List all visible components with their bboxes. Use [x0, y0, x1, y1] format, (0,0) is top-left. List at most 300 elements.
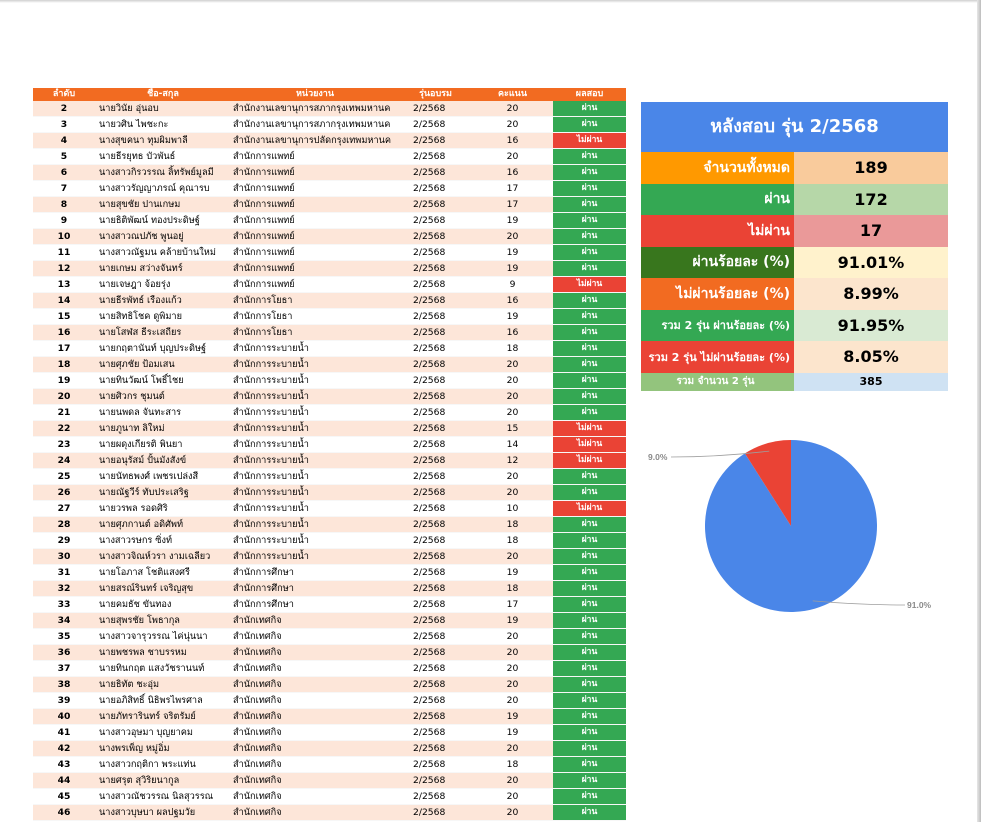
cell-result: ผ่าน: [553, 549, 626, 565]
cell-score: 20: [472, 773, 553, 789]
cell-name: นางสาวจารุวรรณ ไค่นุ่นนา: [95, 629, 231, 645]
table-row: [33, 485, 626, 501]
cell-index: 6: [33, 165, 95, 181]
cell-unit: สำนักเทศกิจ: [231, 709, 399, 725]
cell-name: นายวศิน ไพชะกะ: [95, 117, 231, 133]
cell-name: นายนัทธพงศ์ เพชรเปล่งสี: [95, 469, 231, 485]
page-right-edge: [977, 0, 981, 822]
cell-name: นายภูนาท ลิใหม่: [95, 421, 231, 437]
table-row: [33, 229, 626, 245]
results-table: [33, 88, 626, 821]
cell-result: ผ่าน: [553, 645, 626, 661]
cell-score: 20: [472, 645, 553, 661]
cell-score: 19: [472, 261, 553, 277]
cell-name: นายธิทัต ชะอุ่ม: [95, 677, 231, 693]
cell-index: 42: [33, 741, 95, 757]
cell-result: ไม่ผ่าน: [553, 133, 626, 149]
table-row: [33, 453, 626, 469]
cell-generation: 2/2568: [399, 341, 472, 357]
cell-generation: 2/2568: [399, 581, 472, 597]
table-row: [33, 421, 626, 437]
table-body: [33, 101, 626, 821]
cell-name: นายธีรยุทธ บัวพันธ์: [95, 149, 231, 165]
header-result: ผลสอบ: [553, 88, 626, 101]
table-row: [33, 645, 626, 661]
cell-result: ผ่าน: [553, 725, 626, 741]
table-row: [33, 741, 626, 757]
cell-unit: สำนักการระบายน้ำ: [231, 437, 399, 453]
cell-unit: สำนักการแพทย์: [231, 165, 399, 181]
pie-data-label: 9.0%: [648, 452, 668, 462]
cell-name: นายโสฬส ธีระเสถียร: [95, 325, 231, 341]
cell-unit: สำนักการระบายน้ำ: [231, 549, 399, 565]
table-row: [33, 165, 626, 181]
cell-name: นางสาวอุษมา บุญยาคม: [95, 725, 231, 741]
cell-index: 27: [33, 501, 95, 517]
cell-index: 36: [33, 645, 95, 661]
cell-index: 4: [33, 133, 95, 149]
cell-name: นายเจษฎา จ้อยรุ่ง: [95, 277, 231, 293]
cell-generation: 2/2568: [399, 549, 472, 565]
cell-index: 24: [33, 453, 95, 469]
cell-score: 16: [472, 165, 553, 181]
cell-index: 19: [33, 373, 95, 389]
cell-index: 17: [33, 341, 95, 357]
table-row: [33, 789, 626, 805]
cell-score: 19: [472, 565, 553, 581]
cell-index: 41: [33, 725, 95, 741]
cell-name: นายทินวัฒน์ โพธิ์ไชย: [95, 373, 231, 389]
cell-result: ผ่าน: [553, 789, 626, 805]
summary-value: 91.95%: [794, 310, 948, 342]
cell-score: 20: [472, 389, 553, 405]
cell-index: 18: [33, 357, 95, 373]
table-row: [33, 773, 626, 789]
summary-row: [641, 152, 948, 184]
header-name: ชื่อ-สกุล: [95, 88, 231, 101]
summary-value: 189: [794, 152, 948, 184]
cell-score: 16: [472, 293, 553, 309]
cell-unit: สำนักเทศกิจ: [231, 741, 399, 757]
table-row: [33, 805, 626, 821]
cell-generation: 2/2568: [399, 261, 472, 277]
cell-generation: 2/2568: [399, 405, 472, 421]
cell-result: ไม่ผ่าน: [553, 501, 626, 517]
cell-index: 10: [33, 229, 95, 245]
cell-generation: 2/2568: [399, 165, 472, 181]
cell-unit: สำนักการโยธา: [231, 325, 399, 341]
summary-value: 385: [794, 373, 948, 391]
cell-score: 20: [472, 677, 553, 693]
summary-label: ไม่ผ่าน: [641, 215, 794, 247]
cell-index: 30: [33, 549, 95, 565]
cell-name: นางสุขคนา ทุมผิมพาลี: [95, 133, 231, 149]
table-row: [33, 469, 626, 485]
cell-name: นายณัฐวีร์ ทับประเสริฐ: [95, 485, 231, 501]
summary-row: [641, 310, 948, 342]
cell-index: 15: [33, 309, 95, 325]
cell-result: ผ่าน: [553, 165, 626, 181]
cell-name: นายศุภกานต์ อดิศัพท์: [95, 517, 231, 533]
table-row: [33, 325, 626, 341]
cell-name: นายผดุงเกียรติ พินยา: [95, 437, 231, 453]
header-score: คะแนน: [472, 88, 553, 101]
summary-label: รวม จำนวน 2 รุ่น: [641, 373, 794, 391]
cell-unit: สำนักการระบายน้ำ: [231, 533, 399, 549]
cell-unit: สำนักการระบายน้ำ: [231, 405, 399, 421]
cell-unit: สำนักการระบายน้ำ: [231, 389, 399, 405]
cell-score: 18: [472, 533, 553, 549]
cell-index: 28: [33, 517, 95, 533]
cell-name: นายธีรพัทธ์ เรืองแก้ว: [95, 293, 231, 309]
table-row: [33, 389, 626, 405]
cell-index: 40: [33, 709, 95, 725]
table-row: [33, 437, 626, 453]
cell-generation: 2/2568: [399, 373, 472, 389]
cell-generation: 2/2568: [399, 277, 472, 293]
cell-unit: สำนักการระบายน้ำ: [231, 373, 399, 389]
table-row: [33, 565, 626, 581]
cell-name: นายศิวกร ชุมนต์: [95, 389, 231, 405]
cell-result: ผ่าน: [553, 581, 626, 597]
cell-score: 10: [472, 501, 553, 517]
summary-label: ผ่านร้อยละ (%): [641, 247, 794, 279]
cell-score: 20: [472, 485, 553, 501]
cell-name: นายทินกฤต แสงวัชรานนท์: [95, 661, 231, 677]
table-row: [33, 693, 626, 709]
cell-generation: 2/2568: [399, 757, 472, 773]
cell-score: 20: [472, 117, 553, 133]
cell-index: 11: [33, 245, 95, 261]
table-row: [33, 581, 626, 597]
cell-generation: 2/2568: [399, 693, 472, 709]
cell-unit: สำนักการโยธา: [231, 309, 399, 325]
cell-result: ผ่าน: [553, 693, 626, 709]
cell-name: นายศรุต สุวิริยนากูล: [95, 773, 231, 789]
cell-generation: 2/2568: [399, 805, 472, 821]
cell-generation: 2/2568: [399, 565, 472, 581]
summary-value: 172: [794, 184, 948, 216]
table-row: [33, 613, 626, 629]
cell-score: 18: [472, 341, 553, 357]
table-row: [33, 309, 626, 325]
table-header-row: [33, 88, 626, 101]
cell-score: 20: [472, 373, 553, 389]
table-row: [33, 757, 626, 773]
cell-name: นางสาวณัฐมน คล้ายบ้านใหม่: [95, 245, 231, 261]
cell-result: ผ่าน: [553, 597, 626, 613]
cell-unit: สำนักการศึกษา: [231, 581, 399, 597]
cell-result: ผ่าน: [553, 533, 626, 549]
cell-result: ผ่าน: [553, 341, 626, 357]
cell-index: 34: [33, 613, 95, 629]
cell-generation: 2/2568: [399, 709, 472, 725]
cell-result: ผ่าน: [553, 709, 626, 725]
table-row: [33, 517, 626, 533]
cell-score: 19: [472, 309, 553, 325]
table-row: [33, 213, 626, 229]
cell-score: 17: [472, 181, 553, 197]
cell-index: 8: [33, 197, 95, 213]
cell-generation: 2/2568: [399, 293, 472, 309]
cell-generation: 2/2568: [399, 629, 472, 645]
cell-generation: 2/2568: [399, 741, 472, 757]
cell-result: ผ่าน: [553, 757, 626, 773]
summary-label: ไม่ผ่านร้อยละ (%): [641, 278, 794, 310]
cell-result: ผ่าน: [553, 661, 626, 677]
summary-title: หลังสอบ รุ่น 2/2568: [641, 102, 948, 152]
cell-name: นายนพดล จันทะสาร: [95, 405, 231, 421]
cell-index: 5: [33, 149, 95, 165]
cell-generation: 2/2568: [399, 421, 472, 437]
cell-generation: 2/2568: [399, 245, 472, 261]
table-row: [33, 197, 626, 213]
cell-index: 46: [33, 805, 95, 821]
cell-index: 39: [33, 693, 95, 709]
header-generation: รุ่นอบรม: [399, 88, 472, 101]
cell-score: 20: [472, 693, 553, 709]
table-row: [33, 261, 626, 277]
cell-generation: 2/2568: [399, 469, 472, 485]
cell-score: 19: [472, 245, 553, 261]
table-row: [33, 549, 626, 565]
cell-name: นายสุพรชัย โพธากุล: [95, 613, 231, 629]
cell-generation: 2/2568: [399, 229, 472, 245]
cell-index: 31: [33, 565, 95, 581]
table-row: [33, 677, 626, 693]
cell-index: 43: [33, 757, 95, 773]
cell-unit: สำนักเทศกิจ: [231, 645, 399, 661]
cell-index: 35: [33, 629, 95, 645]
cell-result: ผ่าน: [553, 613, 626, 629]
cell-unit: สำนักการแพทย์: [231, 245, 399, 261]
cell-index: 3: [33, 117, 95, 133]
cell-unit: สำนักการระบายน้ำ: [231, 421, 399, 437]
cell-generation: 2/2568: [399, 661, 472, 677]
cell-score: 18: [472, 581, 553, 597]
cell-generation: 2/2568: [399, 117, 472, 133]
cell-generation: 2/2568: [399, 437, 472, 453]
cell-index: 29: [33, 533, 95, 549]
cell-result: ผ่าน: [553, 213, 626, 229]
cell-result: ผ่าน: [553, 565, 626, 581]
cell-result: ผ่าน: [553, 325, 626, 341]
cell-generation: 2/2568: [399, 773, 472, 789]
cell-name: นางสาวกฤติกา พระแท่น: [95, 757, 231, 773]
summary-rows: [641, 152, 948, 391]
cell-name: นายสรณ์รินทร์ เจริญสุข: [95, 581, 231, 597]
cell-unit: สำนักการแพทย์: [231, 149, 399, 165]
summary-row: [641, 278, 948, 310]
cell-unit: สำนักการระบายน้ำ: [231, 341, 399, 357]
cell-unit: สำนักงานเลขานุการสภากรุงเทพมหานค: [231, 101, 399, 117]
cell-name: นายอภิสิทธิ์ นิธิพรไพรศาล: [95, 693, 231, 709]
table-row: [33, 533, 626, 549]
cell-score: 20: [472, 149, 553, 165]
cell-name: นายพชรพล ชาบรรหม: [95, 645, 231, 661]
cell-name: นายวินัย อุ่นอบ: [95, 101, 231, 117]
cell-index: 25: [33, 469, 95, 485]
cell-index: 7: [33, 181, 95, 197]
cell-unit: สำนักเทศกิจ: [231, 661, 399, 677]
cell-index: 20: [33, 389, 95, 405]
cell-generation: 2/2568: [399, 789, 472, 805]
cell-generation: 2/2568: [399, 133, 472, 149]
summary-value: 8.99%: [794, 278, 948, 310]
cell-unit: สำนักเทศกิจ: [231, 629, 399, 645]
cell-name: นายกฤตานันท์ บุญประดิษฐ์: [95, 341, 231, 357]
cell-result: ผ่าน: [553, 293, 626, 309]
cell-score: 20: [472, 789, 553, 805]
cell-index: 22: [33, 421, 95, 437]
table-row: [33, 149, 626, 165]
cell-score: 12: [472, 453, 553, 469]
cell-unit: สำนักการแพทย์: [231, 277, 399, 293]
table-row: [33, 341, 626, 357]
cell-index: 13: [33, 277, 95, 293]
table-row: [33, 277, 626, 293]
cell-result: ผ่าน: [553, 469, 626, 485]
cell-score: 14: [472, 437, 553, 453]
cell-score: 19: [472, 213, 553, 229]
cell-unit: สำนักเทศกิจ: [231, 677, 399, 693]
table-row: [33, 101, 626, 117]
cell-unit: สำนักเทศกิจ: [231, 693, 399, 709]
cell-index: 14: [33, 293, 95, 309]
cell-name: นางพรเพ็ญ หมู่อิ่ม: [95, 741, 231, 757]
cell-result: ผ่าน: [553, 357, 626, 373]
cell-unit: สำนักเทศกิจ: [231, 789, 399, 805]
cell-index: 45: [33, 789, 95, 805]
cell-generation: 2/2568: [399, 597, 472, 613]
cell-result: ผ่าน: [553, 629, 626, 645]
cell-score: 17: [472, 197, 553, 213]
cell-unit: สำนักเทศกิจ: [231, 805, 399, 821]
summary-row: [641, 247, 948, 279]
table-row: [33, 725, 626, 741]
cell-score: 15: [472, 421, 553, 437]
cell-name: นายวรพล รอดศิริ: [95, 501, 231, 517]
cell-unit: สำนักการโยธา: [231, 293, 399, 309]
table-row: [33, 629, 626, 645]
cell-generation: 2/2568: [399, 725, 472, 741]
table-row: [33, 133, 626, 149]
cell-name: นายสุขชัย ปานเกษม: [95, 197, 231, 213]
cell-index: 26: [33, 485, 95, 501]
cell-name: นางสาวบุษบา ผลปฐมวัย: [95, 805, 231, 821]
summary-value: 17: [794, 215, 948, 247]
cell-result: ผ่าน: [553, 741, 626, 757]
cell-generation: 2/2568: [399, 533, 472, 549]
cell-result: ไม่ผ่าน: [553, 277, 626, 293]
cell-score: 20: [472, 229, 553, 245]
cell-unit: สำนักเทศกิจ: [231, 725, 399, 741]
cell-result: ไม่ผ่าน: [553, 421, 626, 437]
cell-score: 16: [472, 325, 553, 341]
cell-unit: สำนักการระบายน้ำ: [231, 469, 399, 485]
cell-name: นายโอภาส โชติแสงศรี: [95, 565, 231, 581]
cell-name: นางสาวณัชวรรณ นิลสุวรรณ: [95, 789, 231, 805]
cell-score: 20: [472, 405, 553, 421]
cell-generation: 2/2568: [399, 197, 472, 213]
cell-generation: 2/2568: [399, 501, 472, 517]
cell-result: ผ่าน: [553, 261, 626, 277]
cell-index: 21: [33, 405, 95, 421]
cell-unit: สำนักงานเลขานุการสภากรุงเทพมหานค: [231, 117, 399, 133]
cell-generation: 2/2568: [399, 325, 472, 341]
cell-unit: สำนักการระบายน้ำ: [231, 517, 399, 533]
cell-name: นางสาวกิรวรรณ ลิ้ทรัพย์มูลมี: [95, 165, 231, 181]
cell-generation: 2/2568: [399, 645, 472, 661]
cell-name: นางสาวณปภัช พูนอยู่: [95, 229, 231, 245]
cell-score: 19: [472, 613, 553, 629]
cell-result: ผ่าน: [553, 229, 626, 245]
pass-fail-pie-chart: [645, 430, 945, 620]
cell-result: ผ่าน: [553, 309, 626, 325]
cell-score: 17: [472, 597, 553, 613]
table-row: [33, 117, 626, 133]
cell-score: 18: [472, 757, 553, 773]
cell-score: 19: [472, 709, 553, 725]
cell-result: ผ่าน: [553, 117, 626, 133]
cell-name: นายคมธัช ขันทอง: [95, 597, 231, 613]
cell-generation: 2/2568: [399, 213, 472, 229]
cell-unit: สำนักงานเลขานุการปลัดกรุงเทพมหานค: [231, 133, 399, 149]
cell-result: ผ่าน: [553, 149, 626, 165]
table-row: [33, 661, 626, 677]
cell-name: นางสาวรษกร ซิ่งท์: [95, 533, 231, 549]
cell-index: 23: [33, 437, 95, 453]
cell-generation: 2/2568: [399, 357, 472, 373]
cell-index: 44: [33, 773, 95, 789]
table-row: [33, 709, 626, 725]
summary-row: [641, 373, 948, 391]
cell-unit: สำนักการระบายน้ำ: [231, 501, 399, 517]
summary-panel: [641, 102, 948, 391]
page-top-edge: [0, 0, 981, 3]
table-row: [33, 181, 626, 197]
table-row: [33, 501, 626, 517]
cell-generation: 2/2568: [399, 389, 472, 405]
cell-generation: 2/2568: [399, 677, 472, 693]
cell-generation: 2/2568: [399, 309, 472, 325]
summary-row: [641, 184, 948, 216]
cell-name: นายศุภชัย ป้อมเสน: [95, 357, 231, 373]
cell-generation: 2/2568: [399, 485, 472, 501]
pie-data-label: 91.0%: [907, 600, 932, 610]
cell-unit: สำนักการแพทย์: [231, 213, 399, 229]
cell-result: ผ่าน: [553, 389, 626, 405]
cell-result: ไม่ผ่าน: [553, 437, 626, 453]
cell-result: ไม่ผ่าน: [553, 453, 626, 469]
cell-index: 33: [33, 597, 95, 613]
cell-name: นายสิทธิโชค ดูพิมาย: [95, 309, 231, 325]
cell-unit: สำนักการแพทย์: [231, 197, 399, 213]
summary-label: รวม 2 รุ่น ผ่านร้อยละ (%): [641, 310, 794, 342]
summary-label: รวม 2 รุ่น ไม่ผ่านร้อยละ (%): [641, 341, 794, 373]
cell-name: นายภัทรารินทร์ จริตรัมย์: [95, 709, 231, 725]
cell-unit: สำนักการระบายน้ำ: [231, 357, 399, 373]
cell-result: ผ่าน: [553, 677, 626, 693]
cell-result: ผ่าน: [553, 181, 626, 197]
cell-score: 20: [472, 805, 553, 821]
cell-generation: 2/2568: [399, 101, 472, 117]
table-row: [33, 405, 626, 421]
cell-result: ผ่าน: [553, 405, 626, 421]
table-row: [33, 373, 626, 389]
table-row: [33, 597, 626, 613]
cell-unit: สำนักเทศกิจ: [231, 773, 399, 789]
